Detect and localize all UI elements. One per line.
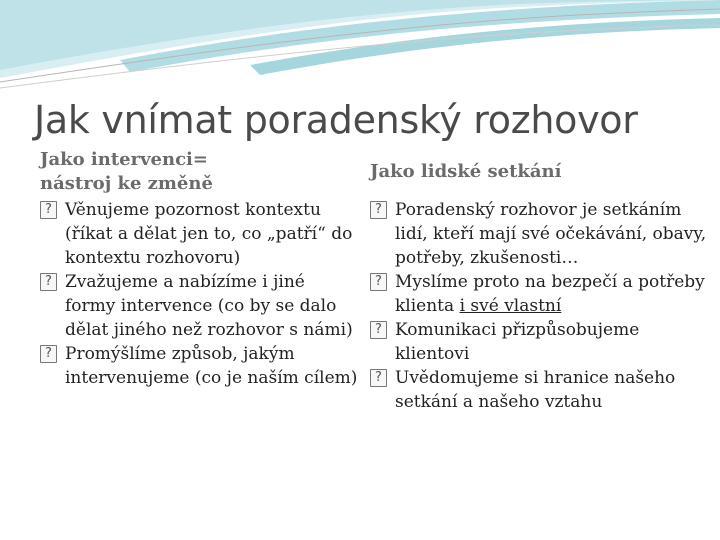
- list-item: [370, 198, 710, 270]
- list-item: [40, 342, 360, 390]
- bullet-box-icon: ?: [40, 201, 57, 219]
- left-heading-line-2: nástroj ke změně: [40, 173, 213, 194]
- list-item-text: Poradenský rozhovor je setkáním lidí, kteří mají své očekávání, obavy, potřeby, zkušenosti…: [395, 200, 707, 268]
- left-bullet-list: [40, 198, 360, 390]
- bullet-box-icon: ?: [40, 345, 57, 363]
- bullet-box-icon: ?: [370, 321, 387, 339]
- list-item: [40, 198, 360, 270]
- list-item: [370, 366, 710, 414]
- left-heading-line-1: Jako intervenci=: [40, 149, 208, 170]
- list-item: [370, 318, 710, 366]
- list-item-text: Komunikaci přizpůsobujeme klientovi: [395, 320, 640, 364]
- right-column: [370, 148, 710, 414]
- bullet-box-icon: ?: [370, 201, 387, 219]
- bullet-box-icon: ?: [370, 369, 387, 387]
- list-item-text: Uvědomujeme si hranice našeho setkání a našeho vztahu: [395, 368, 676, 412]
- bullet-box-icon: ?: [370, 273, 387, 291]
- slide-title: Jak vnímat poradenský rozhovor: [34, 98, 638, 142]
- left-column: [40, 148, 360, 390]
- list-item-text: Myslíme proto na bezpečí a potřeby klienta: [395, 272, 705, 316]
- header-wave-decoration: [0, 0, 720, 95]
- bullet-box-icon: ?: [40, 273, 57, 291]
- list-item: [40, 270, 360, 342]
- list-item-text: Věnujeme pozornost kontextu (říkat a dělat jen to, co „patří“ do kontextu rozhovoru): [65, 200, 353, 268]
- list-item-text: Promýšlíme způsob, jakým intervenujeme (co je naším cílem): [65, 344, 358, 388]
- left-column-heading: [40, 148, 360, 196]
- right-bullet-list: [370, 198, 710, 414]
- list-item-text: Zvažujeme a nabízíme i jiné formy intervence (co by se dalo dělat jiného než rozhovor s námi): [65, 272, 353, 340]
- right-column-heading: Jako lidské setkání: [370, 161, 562, 182]
- list-item-underlined-text: i své vlastní: [459, 296, 562, 316]
- list-item: [370, 270, 710, 318]
